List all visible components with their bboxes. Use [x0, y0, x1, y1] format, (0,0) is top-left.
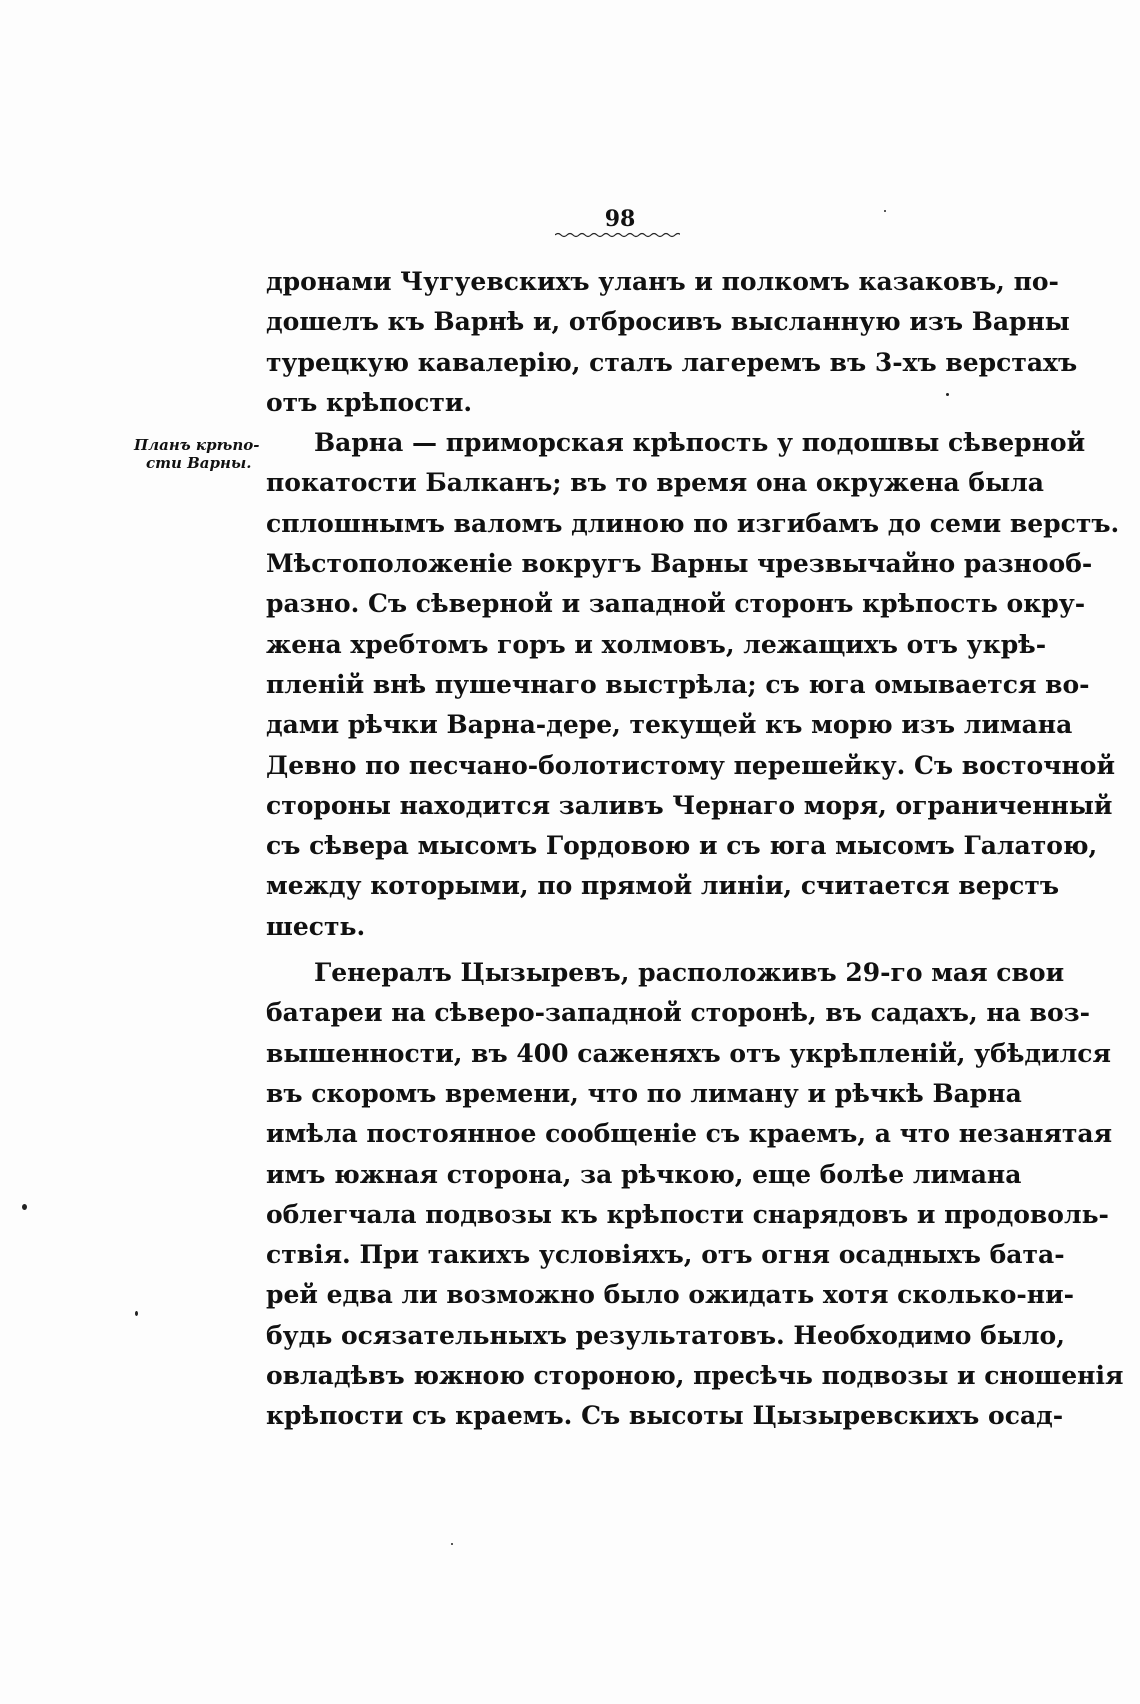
text-line: дронами Чугуевскихъ уланъ и полкомъ казаковъ, по- [266, 267, 1059, 296]
text-line: облегчала подвозы къ крѣпости снарядовъ и продоволь- [266, 1199, 1109, 1229]
text-line: будь осязательныхъ результатовъ. Необходимо было, [266, 1320, 1065, 1350]
text-line: съ сѣвера мысомъ Гордовою и съ юга мысомъ Галатою, [266, 831, 1098, 861]
page-number: 98 [604, 206, 636, 232]
scan-speck [946, 393, 949, 396]
page-number-ornament [555, 232, 680, 238]
margin-note-line: сти Варны. [146, 454, 252, 472]
scan-speck [451, 1543, 453, 1545]
text-line: отъ крѣпости. [266, 387, 473, 417]
margin-note [134, 436, 274, 472]
text-line: въ скоромъ времени, что по лиману и рѣчкѣ Варна [266, 1078, 1022, 1108]
text-line: дами рѣчки Варна-дере, текущей къ морю изъ лимана [266, 710, 1073, 740]
scan-speck [22, 1204, 27, 1210]
text-line: покатости Балканъ; въ то время она окружена была [266, 468, 1044, 498]
text-line: Девно по песчано-болотистому перешейку. Съ восточной [266, 750, 1116, 780]
text-line: дошелъ къ Варнѣ и, отбросивъ высланную изъ Варны [266, 307, 1070, 337]
text-line: имъ южная сторона, за рѣчкою, еще болѣе лимана [266, 1159, 1022, 1189]
text-line: Генералъ Цызыревъ, расположивъ 29-го мая свои [314, 958, 1065, 988]
text-line: жена хребтомъ горъ и холмовъ, лежащихъ отъ укрѣ- [266, 629, 1047, 659]
text-line: овладѣвъ южною стороною, пресѣчь подвозы и сношенія [266, 1361, 1124, 1391]
text-line: имѣла постоянное сообщеніе съ краемъ, а что незанятая [266, 1119, 1113, 1149]
text-line: сплошнымъ валомъ длиною по изгибамъ до семи верстъ. [266, 508, 1120, 538]
text-line: между которыми, по прямой линіи, считается верстъ [266, 871, 1060, 901]
text-line: разно. Съ сѣверной и западной сторонъ крѣпость окру- [266, 589, 1086, 619]
text-line: шесть. [266, 911, 366, 941]
body-text [266, 262, 1124, 1437]
text-line: пленій внѣ пушечнаго выстрѣла; съ юга омывается во- [266, 669, 1090, 699]
text-line: рей едва ли возможно было ожидать хотя сколько-ни- [266, 1280, 1074, 1310]
scan-speck [135, 1311, 138, 1316]
text-line: стороны находится заливъ Чернаго моря, ограниченный [266, 790, 1113, 820]
text-line: ствія. При такихъ условіяхъ, отъ огня осадныхъ бата- [266, 1240, 1065, 1270]
scan-speck [884, 210, 886, 212]
text-line: батареи на сѣверо-западной сторонѣ, въ садахъ, на воз- [266, 998, 1090, 1028]
text-line: вышенности, въ 400 саженяхъ отъ укрѣпленій, убѣдился [266, 1038, 1111, 1068]
text-line: Мѣстоположеніе вокругъ Варны чрезвычайно разнооб- [266, 549, 1093, 579]
text-line: турецкую кавалерію, сталъ лагеремъ въ 3-хъ верстахъ [266, 347, 1078, 377]
text-line: крѣпости съ краемъ. Съ высоты Цызыревскихъ осад- [266, 1401, 1064, 1431]
text-line: Варна — приморская крѣпость у подошвы сѣверной [314, 428, 1086, 458]
margin-note-line: Планъ крѣпо- [134, 436, 260, 454]
